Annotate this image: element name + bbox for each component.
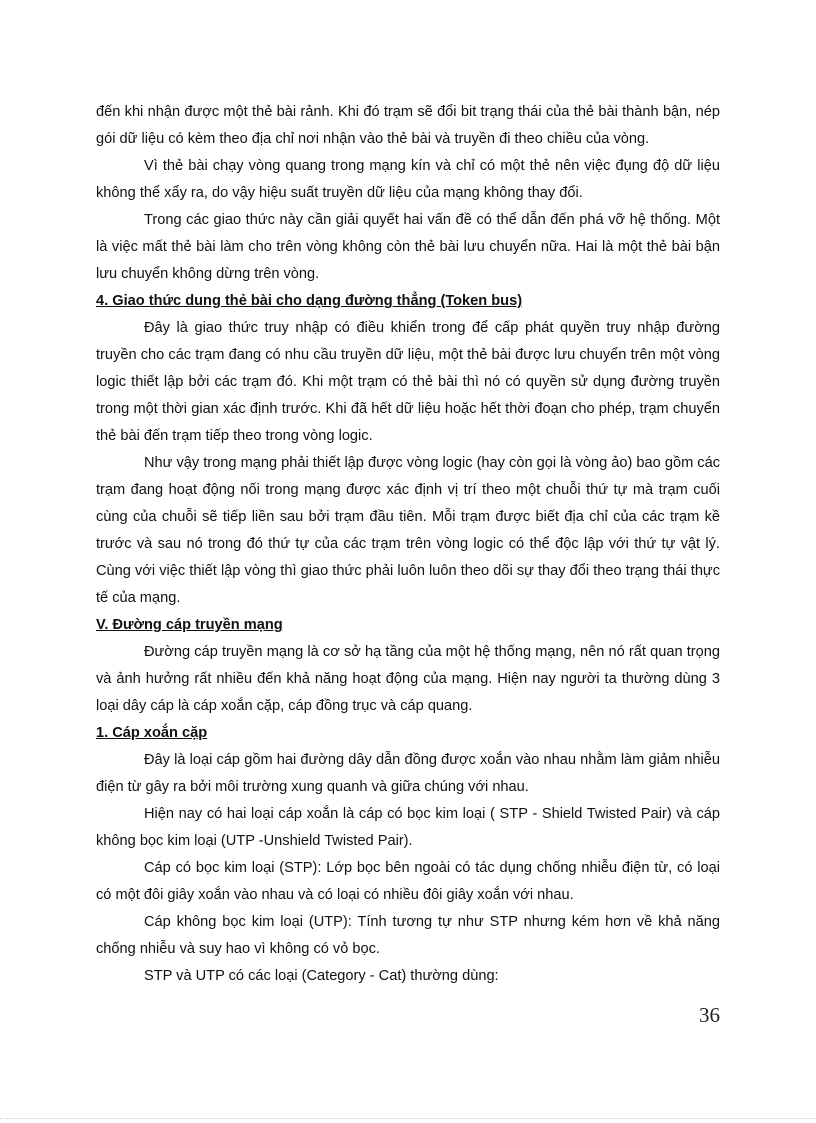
heading-text: 4. Giao thức dung thẻ bài cho dạng đường thẳng (Token bus) — [96, 293, 523, 309]
paragraph-collision: Vì thẻ bài chạy vòng quang trong mạng kín và chỉ có một thẻ nên việc đụng độ dữ liệu không thể xẩy ra, do vậy hiệu suất truyền dữ liệu của mạng không thay đổi. — [96, 158, 720, 201]
section-heading-cable — [96, 612, 720, 639]
paragraph-stp: Cáp có bọc kim loại (STP): Lớp bọc bên ngoài có tác dụng chống nhiễu điện từ, có loại có một đôi giây xoắn vào nhau và có loại có nhiều đôi giây xoắn với nhau. — [96, 860, 720, 903]
paragraph-cable-intro: Đường cáp truyền mạng là cơ sở hạ tầng của một hệ thống mạng, nên nó rất quan trọng và ảnh hưởng rất nhiều đến khả năng hoạt động của mạng. Hiện nay người ta thường dùng 3 loại dây cáp là cáp xoắn cặp, cáp đồng trục và cáp quang. — [96, 644, 720, 714]
section-heading-token-bus — [96, 288, 720, 315]
page-number: 36 — [699, 1003, 720, 1027]
paragraph-problems: Trong các giao thức này cần giải quyết hai vấn đề có thể dẫn đến phá vỡ hệ thống. Một là việc mất thẻ bài làm cho trên vòng không còn thẻ bài lưu chuyển nữa. Hai là một thẻ bài bận lưu chuyển không dừng trên vòng. — [96, 212, 720, 282]
heading-text: V. Đường cáp truyền mạng — [96, 617, 283, 633]
paragraph-token-bus-intro: Đây là giao thức truy nhập có điều khiển trong để cấp phát quyền truy nhập đường truyền cho các trạm đang có nhu cầu truyền dữ liệu, một thẻ bài được lưu chuyển trên một vòng logic thiết lập bởi các trạm đó. Khi một trạm có thẻ bài thì nó có quyền sử dụng đường truyền trong một thời gian xác định trước. Khi đã hết dữ liệu hoặc hết thời đoạn cho phép, trạm chuyển thẻ bài đến trạm tiếp theo trong vòng logic. — [96, 320, 720, 444]
paragraph-categories: STP và UTP có các loại (Category - Cat) thường dùng: — [144, 968, 499, 984]
paragraph-stp-utp: Hiện nay có hai loại cáp xoắn là cáp có bọc kim loại ( STP - Shield Twisted Pair) và cáp không bọc kim loại (UTP -Unshield Twisted Pair). — [96, 806, 720, 849]
page-bottom-divider — [0, 1118, 816, 1119]
paragraph-continuation: đến khi nhận được một thẻ bài rảnh. Khi đó trạm sẽ đổi bit trạng thái của thẻ bài thành bận, nép gói dữ liệu có kèm theo địa chỉ nơi nhận vào thẻ bài và truyền đi theo chiều của vòng. — [96, 104, 720, 147]
paragraph-twisted-pair-def: Đây là loại cáp gồm hai đường dây dẫn đồng được xoắn vào nhau nhằm làm giảm nhiễu điện từ gây ra bởi môi trường xung quanh và giữa chúng với nhau. — [96, 752, 720, 795]
section-heading-twisted-pair — [96, 720, 720, 747]
paragraph-logical-ring: Như vậy trong mạng phải thiết lập được vòng logic (hay còn gọi là vòng ảo) bao gồm các trạm đang hoạt động nối trong mạng được xác định vị trí theo một chuỗi thứ tự mà trạm cuối cùng của chuỗi sẽ tiếp liền sau bởi trạm đầu tiên. Mỗi trạm được biết địa chỉ của các trạm kề trước và sau nó trong đó thứ tự của các trạm trên vòng logic có thể độc lập với thứ tự vật lý. Cùng với việc thiết lập vòng thì giao thức phải luôn luôn theo dõi sự thay đổi theo trạng thái thực tế của mạng. — [96, 455, 720, 606]
document-body — [96, 99, 720, 990]
paragraph-utp: Cáp không bọc kim loại (UTP): Tính tương tự như STP nhưng kém hơn về khả năng chống nhiễu và suy hao vì không có vỏ bọc. — [96, 914, 720, 957]
heading-text: 1. Cáp xoắn cặp — [96, 725, 208, 741]
